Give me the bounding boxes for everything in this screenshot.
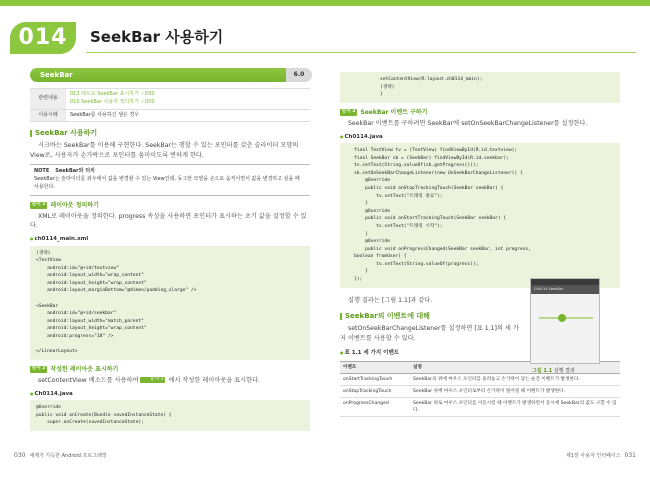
section-bar-label: SeekBar (40, 71, 73, 79)
text-span: 에서 작성한 레이아웃을 표시한다. (168, 376, 261, 384)
table-header: 설명 (410, 361, 620, 373)
table-title: ● 표 1.1 세 가지 이벤트 (340, 349, 620, 358)
events-text: setOnSeekBarChangeListener를 설정하면 [표 1.1]의 세 가지 이벤트를 사용할 수 있다. (340, 325, 519, 342)
table-cell: SeekBar 위에 마우스 포인터로부터 손가락이 떨어질 때 이벤트가 발생한다. (410, 385, 620, 397)
info-value (66, 89, 310, 110)
table-row (340, 398, 620, 417)
step1-heading (30, 201, 310, 210)
step-title: SeekBar 이벤트 구하기 (360, 108, 428, 116)
caption-text: 실행 결과 (553, 368, 575, 374)
heading-seekbar-usage (30, 128, 310, 139)
result-text: 실행 결과는 [그림 1.1]과 같다. (348, 296, 433, 304)
info-row (30, 109, 310, 122)
phone-screenshot (530, 278, 600, 364)
info-key: 이용시례 (30, 109, 66, 122)
step-tag: 순서 3 (342, 108, 356, 114)
step-tag: 순서 1 (32, 201, 46, 207)
table-row (340, 373, 620, 385)
step2-heading (30, 365, 310, 374)
page-number: 031 (624, 452, 636, 459)
file-name: ● Ch0114.java (30, 390, 310, 399)
version-badge: 6.0 (286, 68, 312, 82)
right-page (340, 72, 620, 417)
info-value (66, 109, 310, 122)
seekbar-thumb[interactable] (558, 314, 566, 322)
chapter-number-badge: 014 (10, 22, 76, 54)
chapter-title: SeekBar 사용하기 (90, 28, 224, 46)
code-block-xml: (생략) <TextView android:id="@+id/textview" android:layout_width="wrap_content" android:layout_height="wrap_content" android:layout_marginBottom="@dimen/padding_xlarge" /> <SeekBar android:id="@+id/seekbar" android:layout_width="match_parent" android:layout_height="wrap_content" android:progress="10" /> </LinearLayout> (30, 246, 310, 360)
left-page (30, 68, 310, 431)
step-title: 레이아웃 정의하기 (50, 201, 99, 209)
phone-action-bar: Ch0114 SeekBar (531, 285, 599, 294)
figure-caption (532, 367, 575, 374)
events-table (340, 361, 620, 418)
intro-paragraph: 시크바는 SeekBar를 이용해 구현한다. SeekBar는 행할 수 있는 포인터를 갖춘 슬라이더 모양의 View로, 사용자가 손가락으로 포인터를 움미이도록 변하게 한다. (30, 142, 299, 159)
note-title: SeekBar와 터치 (55, 168, 95, 175)
code-block-java: @Override public void onCreate(Bundle savedInstanceState) { super.onCreate(savedInstanceState); (30, 400, 310, 431)
info-key: 관련내용 (30, 89, 66, 110)
info-row (30, 89, 310, 110)
step2-text (30, 376, 310, 386)
section-bar (30, 68, 310, 82)
file-name: ● ch0114_main.xml (30, 235, 310, 244)
page-number: 030 (14, 452, 26, 459)
info-line: 013 레트로 SeekBar 표시하기 ☞030 (70, 91, 155, 97)
heading-text: SeekBar의 이벤트에 대해 (345, 312, 430, 321)
table-cell: SeekBar의 위에 마우스 포인터를 올려놓고 손가락이 닿는 순간 이벤트가 발생한다. (410, 373, 620, 385)
step3-heading (340, 108, 620, 117)
heading-text: SeekBar 사용하기 (35, 129, 98, 138)
step-tag: 순서 2 (32, 365, 46, 371)
table-cell: onStopTrackingTouch (340, 385, 410, 397)
text-span: setContentView 메소드를 사용하여 (38, 376, 139, 384)
book-title: 예제가 가득한 Android 프로그래밍 (29, 453, 107, 459)
footer-right (566, 452, 640, 459)
info-line: SeekBar를 사용하신 셈은 경우 (70, 111, 140, 118)
step-title: 작성한 레이아웃 표시하기 (50, 365, 119, 373)
heading-events (340, 311, 525, 322)
footer-left (10, 452, 107, 459)
table-row (340, 385, 620, 397)
top-accent-bar (0, 0, 650, 6)
seekbar-track[interactable] (539, 317, 593, 319)
note-header (34, 168, 306, 176)
info-line: 010 SeekBar 사용자 정의하기 ☞050 (70, 98, 155, 105)
note-label: NOTE (34, 168, 50, 175)
chapter-name: 제1장 사용자 인터페이스 (565, 453, 621, 459)
note-text: SeekBar는 슬라이더를 좌우에서 값을 변경할 수 있는 View인데, 동그란 모양을 손으로 움직이면서 값을 변경하고 싶을 때 사용한다. (34, 176, 300, 190)
step-tag: 순서 1 (140, 377, 165, 384)
code-block-continued: setContentView(R.layout.ch0114_main); (생략) } (340, 72, 620, 103)
step1-text: XML로 레이아웃을 정의한다. progress 속성을 사용하면 포인터가 표시하는 초기 값을 설정할 수 있다. (30, 212, 307, 230)
step3-text: SeekBar 이벤트를 구하려면 SeekBar에 setOnSeekBarChangeListener를 설정한다. (348, 120, 588, 128)
table-cell: SeekBar 위로 마우스 포인터를 이동시킬 때 이벤트가 발생하면서 동시에 SeekBar의 값도 구할 수 있다. (410, 398, 620, 417)
title-rule (86, 52, 636, 53)
note-box (30, 164, 310, 195)
table-cell: onProgressChanged (340, 398, 410, 417)
file-name: ● Ch0114.java (340, 133, 620, 142)
caption-number: 그림 1.1 (532, 368, 553, 374)
table-cell: onStartTrackingTouch (340, 373, 410, 385)
code-block-listener: final TextView tv = (TextView) findViewById(R.id.textview); final SeekBar sb = (SeekBar) findViewById(R.id.seekbar); tv.setText(String.valueOf(sb.getProgress())); sb.setOnSeekBarChangeListener(new OnSeekBarChangeListener() { @Override public void onStopTrackingTouch(SeekBar seekBar) { tv.setText("트래킹 종료"); } @Override public void onStartTrackingTouch(SeekBar seekBar) { tv.setText("트래킹 시작"); } @Override public void onProgressChanged(SeekBar seekBar, int progress, boolean fromUser) { tv.setText(String.valueOf(progress)); } }); (340, 143, 620, 287)
info-table (30, 88, 310, 122)
table-header: 이벤트 (340, 361, 410, 373)
